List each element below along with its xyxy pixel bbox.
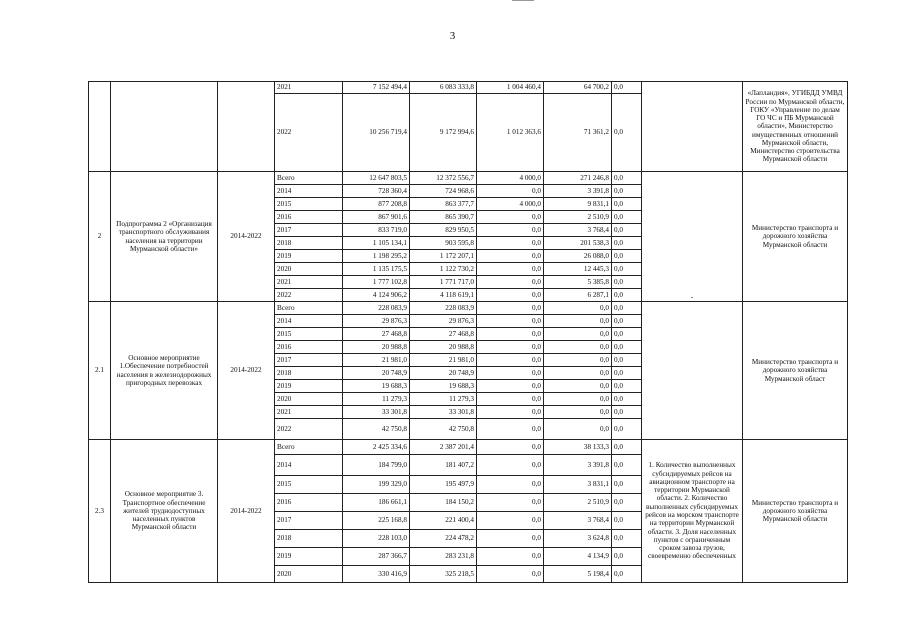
year-cell: 2014: [275, 315, 343, 328]
extra-sources-cell: 0,0: [612, 302, 642, 315]
extra-sources-cell: 0,0: [612, 367, 642, 380]
other-sources-cell: 3 768,4: [544, 512, 612, 530]
table-row: [89, 82, 848, 94]
other-sources-cell: 12 445,3: [544, 263, 612, 276]
year-cell: 2020: [275, 393, 343, 406]
other-sources-cell: 0,0: [544, 341, 612, 354]
year-cell: Всего: [275, 172, 343, 185]
table-row: [89, 302, 848, 315]
year-cell: 2021: [275, 82, 343, 94]
total-amount-cell: 42 750,8: [343, 419, 410, 440]
federal-budget-cell: 0,0: [477, 367, 544, 380]
federal-budget-cell: 0,0: [477, 440, 544, 455]
year-cell: 2018: [275, 237, 343, 250]
other-sources-cell: 9 831,1: [544, 198, 612, 211]
responsible-executor-cell: Министерство транспорта и дорожного хозяйства Мурманской области: [743, 172, 848, 302]
period-cell: 2014-2022: [218, 172, 275, 302]
federal-budget-cell: 0,0: [477, 530, 544, 548]
extra-sources-cell: 0,0: [612, 315, 642, 328]
extra-sources-cell: 0,0: [612, 393, 642, 406]
regional-budget-cell: 27 468,8: [410, 328, 477, 341]
regional-budget-cell: 903 595,8: [410, 237, 477, 250]
regional-budget-cell: 20 988,8: [410, 341, 477, 354]
regional-budget-cell: 228 083,9: [410, 302, 477, 315]
regional-budget-cell: 6 083 333,8: [410, 82, 477, 94]
total-amount-cell: 1 105 134,1: [343, 237, 410, 250]
extra-sources-cell: 0,0: [612, 440, 642, 455]
measure-name-cell: Основное мероприятие 3. Транспортное обеспечение жителей труднодоступных населенных пунктов Мурманской области: [111, 440, 218, 583]
total-amount-cell: 728 360,4: [343, 185, 410, 198]
total-amount-cell: 19 688,3: [343, 380, 410, 393]
federal-budget-cell: 0,0: [477, 224, 544, 237]
year-cell: 2015: [275, 476, 343, 494]
row-number-cell: 2.1: [89, 302, 111, 440]
extra-sources-cell: 0,0: [612, 328, 642, 341]
period-cell: 2014-2022: [218, 302, 275, 440]
year-cell: 2014: [275, 185, 343, 198]
other-sources-cell: 3 624,8: [544, 530, 612, 548]
indicators-cell: [642, 302, 743, 440]
year-cell: 2018: [275, 367, 343, 380]
total-amount-cell: 184 799,0: [343, 455, 410, 476]
total-amount-cell: 1 135 175,5: [343, 263, 410, 276]
year-cell: 2019: [275, 380, 343, 393]
total-amount-cell: 287 366,7: [343, 548, 410, 566]
year-cell: 2019: [275, 250, 343, 263]
other-sources-cell: 3 391,8: [544, 455, 612, 476]
year-cell: 2020: [275, 566, 343, 583]
regional-budget-cell: 1 172 207,1: [410, 250, 477, 263]
regional-budget-cell: 21 981,0: [410, 354, 477, 367]
regional-budget-cell: 4 118 619,1: [410, 289, 477, 302]
regional-budget-cell: 863 377,7: [410, 198, 477, 211]
table-row: [89, 172, 848, 185]
federal-budget-cell: 0,0: [477, 250, 544, 263]
regional-budget-cell: 42 750,8: [410, 419, 477, 440]
federal-budget-cell: 0,0: [477, 289, 544, 302]
year-cell: 2020: [275, 263, 343, 276]
regional-budget-cell: 325 218,5: [410, 566, 477, 583]
extra-sources-cell: 0,0: [612, 455, 642, 476]
other-sources-cell: 5 198,4: [544, 566, 612, 583]
total-amount-cell: 228 083,9: [343, 302, 410, 315]
year-cell: 2016: [275, 494, 343, 512]
regional-budget-cell: 221 400,4: [410, 512, 477, 530]
responsible-executor-cell: Министерство транспорта и дорожного хозяйства Мурманской област: [743, 302, 848, 440]
row-number-cell: 2.3: [89, 440, 111, 583]
year-cell: 2016: [275, 341, 343, 354]
regional-budget-cell: 2 387 201,4: [410, 440, 477, 455]
total-amount-cell: 20 988,8: [343, 341, 410, 354]
extra-sources-cell: 0,0: [612, 289, 642, 302]
total-amount-cell: 186 661,1: [343, 494, 410, 512]
year-cell: 2014: [275, 455, 343, 476]
federal-budget-cell: 0,0: [477, 512, 544, 530]
extra-sources-cell: 0,0: [612, 94, 642, 172]
year-cell: 2017: [275, 224, 343, 237]
period-cell: [218, 82, 275, 172]
regional-budget-cell: 19 688,3: [410, 380, 477, 393]
federal-budget-cell: 0,0: [477, 315, 544, 328]
extra-sources-cell: 0,0: [612, 548, 642, 566]
total-amount-cell: 7 152 494,4: [343, 82, 410, 94]
total-amount-cell: 228 103,0: [343, 530, 410, 548]
extra-sources-cell: 0,0: [612, 224, 642, 237]
federal-budget-cell: 0,0: [477, 419, 544, 440]
federal-budget-cell: 0,0: [477, 494, 544, 512]
other-sources-cell: 271 246,8: [544, 172, 612, 185]
responsible-executor-cell: «Лапландия», УГИБДД УМВД России по Мурманской области, ГОКУ «Управление по делам ГО ЧС и ПБ Мурманской области», Министерство имущественных отношений Мурманской области, Министерство строительства Мурманской области: [743, 82, 848, 172]
extra-sources-cell: 0,0: [612, 172, 642, 185]
extra-sources-cell: 0,0: [612, 237, 642, 250]
extra-sources-cell: 0,0: [612, 276, 642, 289]
regional-budget-cell: 33 301,8: [410, 406, 477, 419]
regional-budget-cell: 184 150,2: [410, 494, 477, 512]
regional-budget-cell: 829 950,5: [410, 224, 477, 237]
other-sources-cell: 2 510,9: [544, 211, 612, 224]
regional-budget-cell: 224 478,2: [410, 530, 477, 548]
regional-budget-cell: 724 968,6: [410, 185, 477, 198]
federal-budget-cell: 0,0: [477, 476, 544, 494]
extra-sources-cell: 0,0: [612, 419, 642, 440]
indicators-cell: 1. Количество выполненных субсидируемых рейсов на авиационном транспорте на территории Мурманской области. 2. Количество выполненных субсидируемых рейсов на морском транспорте на территории Мурманской области. 3. Доля населенных пунктов с ограниченным сроком завоза грузов, своевременно обеспеченных: [642, 440, 743, 583]
other-sources-cell: 0,0: [544, 302, 612, 315]
federal-budget-cell: 0,0: [477, 263, 544, 276]
federal-budget-cell: 0,0: [477, 211, 544, 224]
total-amount-cell: 877 208,8: [343, 198, 410, 211]
regional-budget-cell: 9 172 994,6: [410, 94, 477, 172]
extra-sources-cell: 0,0: [612, 263, 642, 276]
extra-sources-cell: 0,0: [612, 512, 642, 530]
extra-sources-cell: 0,0: [612, 406, 642, 419]
measure-name-cell: Подпрограмма 2 «Организация транспортного обслуживания населения на территории Мурманской области»: [111, 172, 218, 302]
total-amount-cell: 833 719,0: [343, 224, 410, 237]
federal-budget-cell: 0,0: [477, 380, 544, 393]
total-amount-cell: 21 981,0: [343, 354, 410, 367]
extra-sources-cell: 0,0: [612, 566, 642, 583]
extra-sources-cell: 0,0: [612, 380, 642, 393]
year-cell: 2021: [275, 406, 343, 419]
year-cell: 2022: [275, 94, 343, 172]
other-sources-cell: 201 538,3: [544, 237, 612, 250]
total-amount-cell: 2 425 334,6: [343, 440, 410, 455]
budget-table: [88, 81, 848, 583]
federal-budget-cell: 0,0: [477, 406, 544, 419]
total-amount-cell: 10 256 719,4: [343, 94, 410, 172]
federal-budget-cell: 0,0: [477, 393, 544, 406]
regional-budget-cell: 20 748,9: [410, 367, 477, 380]
other-sources-cell: 0,0: [544, 393, 612, 406]
other-sources-cell: 3 831,1: [544, 476, 612, 494]
year-cell: Всего: [275, 302, 343, 315]
page-number: 3: [449, 30, 456, 42]
total-amount-cell: 1 777 102,8: [343, 276, 410, 289]
year-cell: Всего: [275, 440, 343, 455]
scan-mark: [512, 0, 534, 1]
extra-sources-cell: 0,0: [612, 476, 642, 494]
regional-budget-cell: 283 231,8: [410, 548, 477, 566]
other-sources-cell: 0,0: [544, 328, 612, 341]
year-cell: 2021: [275, 276, 343, 289]
extra-sources-cell: 0,0: [612, 198, 642, 211]
other-sources-cell: 0,0: [544, 315, 612, 328]
total-amount-cell: 1 198 295,2: [343, 250, 410, 263]
indicators-cell: [642, 82, 743, 172]
extra-sources-cell: 0,0: [612, 185, 642, 198]
year-cell: 2018: [275, 530, 343, 548]
extra-sources-cell: 0,0: [612, 82, 642, 94]
other-sources-cell: 64 700,2: [544, 82, 612, 94]
regional-budget-cell: 181 407,2: [410, 455, 477, 476]
regional-budget-cell: 195 497,9: [410, 476, 477, 494]
total-amount-cell: 4 124 906,2: [343, 289, 410, 302]
year-cell: 2022: [275, 289, 343, 302]
extra-sources-cell: 0,0: [612, 494, 642, 512]
federal-budget-cell: 4 000,0: [477, 198, 544, 211]
row-number-cell: [89, 82, 111, 172]
measure-name-cell: [111, 82, 218, 172]
total-amount-cell: 199 329,0: [343, 476, 410, 494]
federal-budget-cell: 1 004 460,4: [477, 82, 544, 94]
other-sources-cell: 6 287,1: [544, 289, 612, 302]
federal-budget-cell: 0,0: [477, 455, 544, 476]
other-sources-cell: 5 385,8: [544, 276, 612, 289]
federal-budget-cell: 1 012 363,6: [477, 94, 544, 172]
year-cell: 2015: [275, 328, 343, 341]
year-cell: 2016: [275, 211, 343, 224]
federal-budget-cell: 0,0: [477, 328, 544, 341]
total-amount-cell: 12 647 803,5: [343, 172, 410, 185]
extra-sources-cell: 0,0: [612, 341, 642, 354]
indicators-cell: -: [642, 172, 743, 302]
other-sources-cell: 71 361,2: [544, 94, 612, 172]
measure-name-cell: Основное мероприятие 1.Обеспечение потребностей населения в железнодорожных пригородных перевозках: [111, 302, 218, 440]
year-cell: 2022: [275, 419, 343, 440]
year-cell: 2019: [275, 548, 343, 566]
federal-budget-cell: 0,0: [477, 566, 544, 583]
other-sources-cell: 0,0: [544, 367, 612, 380]
total-amount-cell: 867 901,6: [343, 211, 410, 224]
other-sources-cell: 0,0: [544, 380, 612, 393]
regional-budget-cell: 12 372 556,7: [410, 172, 477, 185]
federal-budget-cell: 4 000,0: [477, 172, 544, 185]
federal-budget-cell: 0,0: [477, 237, 544, 250]
extra-sources-cell: 0,0: [612, 211, 642, 224]
total-amount-cell: 225 168,8: [343, 512, 410, 530]
other-sources-cell: 2 510,9: [544, 494, 612, 512]
other-sources-cell: 0,0: [544, 406, 612, 419]
other-sources-cell: 4 134,9: [544, 548, 612, 566]
total-amount-cell: 29 876,3: [343, 315, 410, 328]
federal-budget-cell: 0,0: [477, 302, 544, 315]
other-sources-cell: 3 391,8: [544, 185, 612, 198]
year-cell: 2015: [275, 198, 343, 211]
other-sources-cell: 0,0: [544, 354, 612, 367]
row-number-cell: 2: [89, 172, 111, 302]
total-amount-cell: 11 279,3: [343, 393, 410, 406]
period-cell: 2014-2022: [218, 440, 275, 583]
total-amount-cell: 33 301,8: [343, 406, 410, 419]
other-sources-cell: 0,0: [544, 419, 612, 440]
other-sources-cell: 3 768,4: [544, 224, 612, 237]
regional-budget-cell: 29 876,3: [410, 315, 477, 328]
total-amount-cell: 20 748,9: [343, 367, 410, 380]
total-amount-cell: 27 468,8: [343, 328, 410, 341]
total-amount-cell: 330 416,9: [343, 566, 410, 583]
table-row: [89, 440, 848, 455]
regional-budget-cell: 11 279,3: [410, 393, 477, 406]
federal-budget-cell: 0,0: [477, 276, 544, 289]
extra-sources-cell: 0,0: [612, 354, 642, 367]
federal-budget-cell: 0,0: [477, 548, 544, 566]
federal-budget-cell: 0,0: [477, 185, 544, 198]
regional-budget-cell: 865 390,7: [410, 211, 477, 224]
regional-budget-cell: 1 771 717,0: [410, 276, 477, 289]
year-cell: 2017: [275, 512, 343, 530]
responsible-executor-cell: Министерство транспорта и дорожного хозяйства Мурманской области: [743, 440, 848, 583]
extra-sources-cell: 0,0: [612, 250, 642, 263]
other-sources-cell: 38 133,3: [544, 440, 612, 455]
federal-budget-cell: 0,0: [477, 354, 544, 367]
year-cell: 2017: [275, 354, 343, 367]
extra-sources-cell: 0,0: [612, 530, 642, 548]
federal-budget-cell: 0,0: [477, 341, 544, 354]
other-sources-cell: 26 088,0: [544, 250, 612, 263]
regional-budget-cell: 1 122 730,2: [410, 263, 477, 276]
